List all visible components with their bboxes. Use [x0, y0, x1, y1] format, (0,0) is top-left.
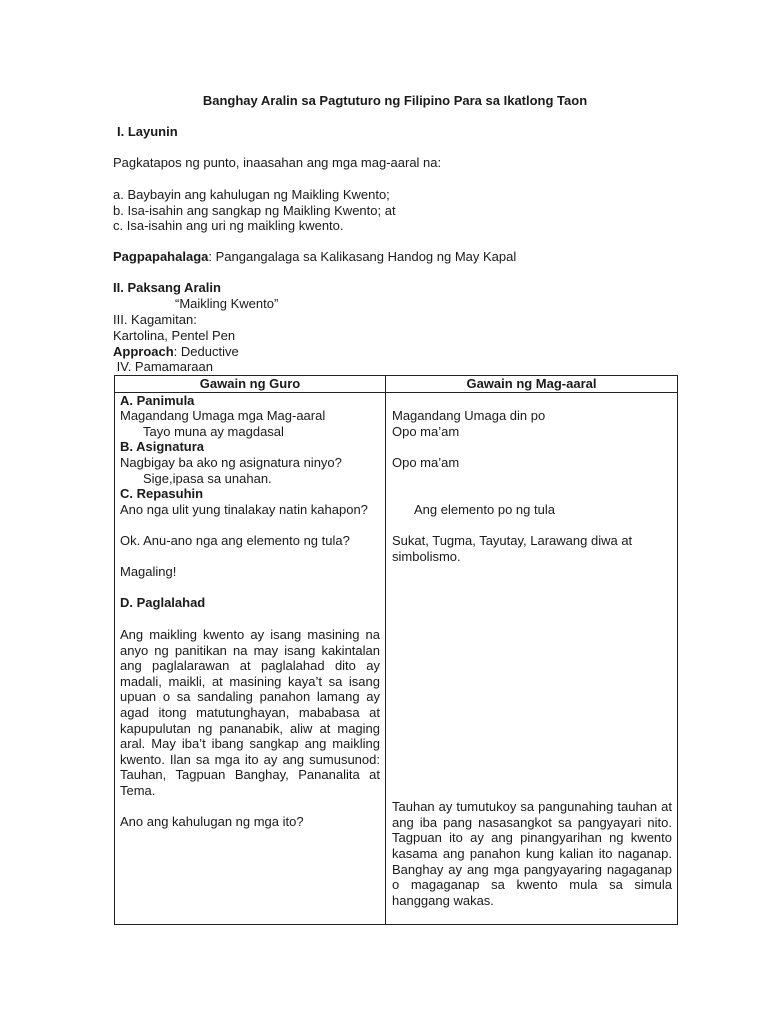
- asignatura-heading: B. Asignatura: [120, 439, 205, 455]
- layunin-heading: I. Layunin: [117, 124, 178, 139]
- table-header-row: [115, 376, 678, 393]
- mag-aaral-column: [386, 392, 678, 924]
- approach-line: [113, 344, 239, 360]
- guro-pass: Sige,ipasa sa unahan.: [143, 470, 272, 486]
- paglalahad-heading: D. Paglalahad: [120, 595, 206, 611]
- objective-c: c. Isa-isahin ang uri ng maikling kwento.: [113, 218, 344, 233]
- document-title: Banghay Aralin sa Pagtuturo ng Filipino Para sa Ikatlong Taon: [202, 93, 588, 108]
- repasuhin-heading: C. Repasuhin: [120, 486, 204, 502]
- kagamitan-heading: III. Kagamitan:: [113, 312, 197, 327]
- approach-text: : Deductive: [173, 344, 239, 359]
- guro-magaling: Magaling!: [120, 564, 177, 580]
- header-mag-aaral: Gawain ng Mag-aaral: [386, 376, 678, 393]
- pamamaraan-heading: IV. Pamamaraan: [113, 359, 213, 374]
- approach-label: Approach: [113, 344, 174, 359]
- objective-b: b. Isa-isahin ang sangkap ng Maikling Kwento; at: [113, 203, 396, 218]
- mag-greeting: Magandang Umaga din po: [392, 408, 546, 424]
- guro-prayer: Tayo muna ay magdasal: [143, 423, 284, 439]
- header-guro: Gawain ng Guro: [115, 376, 386, 393]
- guro-column: [115, 392, 386, 924]
- pagpapahalaga-line: [113, 249, 516, 265]
- mag-tauhan-answer: Tauhan ay tumutukoy sa pangunahing tauhan at ang iba pang nasasangkot sa pangyayari nito. Tagpuan ito ay ang pinangyarihan ng kwento kasama ang panahon kung kalian ito naganap. Banghay ay ang mga pangyayaring nagaganap o magaganap sa kwento mula sa simula hanggang wakas.: [392, 799, 672, 908]
- guro-greeting: Magandang Umaga mga Mag-aaral: [120, 408, 326, 424]
- panimula-heading: A. Panimula: [120, 392, 195, 408]
- pagpapahalaga-text: : Pangangalaga sa Kalikasang Handog ng May Kapal: [208, 249, 517, 264]
- objective-a: a. Baybayin ang kahulugan ng Maikling Kwento;: [113, 187, 390, 202]
- guro-ask-meaning: Ano ang kahulugan ng mga ito?: [120, 814, 304, 830]
- paglalahad-paragraph: Ang maikling kwento ay isang masining na anyo ng panitikan na may isang kakintalan ang paglalarawan at paglalahad dito ay madali, maikli, at masining kaya’t sa isang upuan o sa sandaling panahon lamang ay agad itong matutunghayan, mababasa at kapupulutan ng pananabik, aliw at maging aral. May iba’t ibang sangkap ang maikling kwento. Ilan sa mga ito ay ang sumusunod: Tauhan, Tagpuan Banghay, Pananalita at Tema.: [120, 627, 380, 798]
- guro-ask-assignment: Nagbigay ba ako ng asignatura ninyo?: [120, 454, 342, 470]
- mag-opo-2: Opo ma’am: [392, 454, 460, 470]
- mag-sukat: Sukat, Tugma, Tayutay, Larawang diwa at simbolismo.: [392, 532, 633, 564]
- paksa-title: “Maikling Kwento”: [175, 296, 279, 311]
- intro-text: Pagkatapos ng punto, inaasahan ang mga mag-aaral na:: [113, 155, 442, 170]
- mag-elemento: Ang elemento po ng tula: [414, 501, 555, 517]
- guro-ask-elements: Ok. Anu-ano nga ang elemento ng tula?: [120, 532, 350, 548]
- lesson-table: [114, 375, 678, 925]
- guro-ask-review: Ano nga ulit yung tinalakay natin kahapon?: [120, 501, 368, 517]
- paksa-heading: II. Paksang Aralin: [113, 280, 221, 295]
- mag-opo-1: Opo ma’am: [392, 423, 460, 439]
- pagpapahalaga-label: Pagpapahalaga: [113, 249, 209, 264]
- table-body-row: [115, 392, 678, 924]
- kagamitan-text: Kartolina, Pentel Pen: [113, 328, 236, 343]
